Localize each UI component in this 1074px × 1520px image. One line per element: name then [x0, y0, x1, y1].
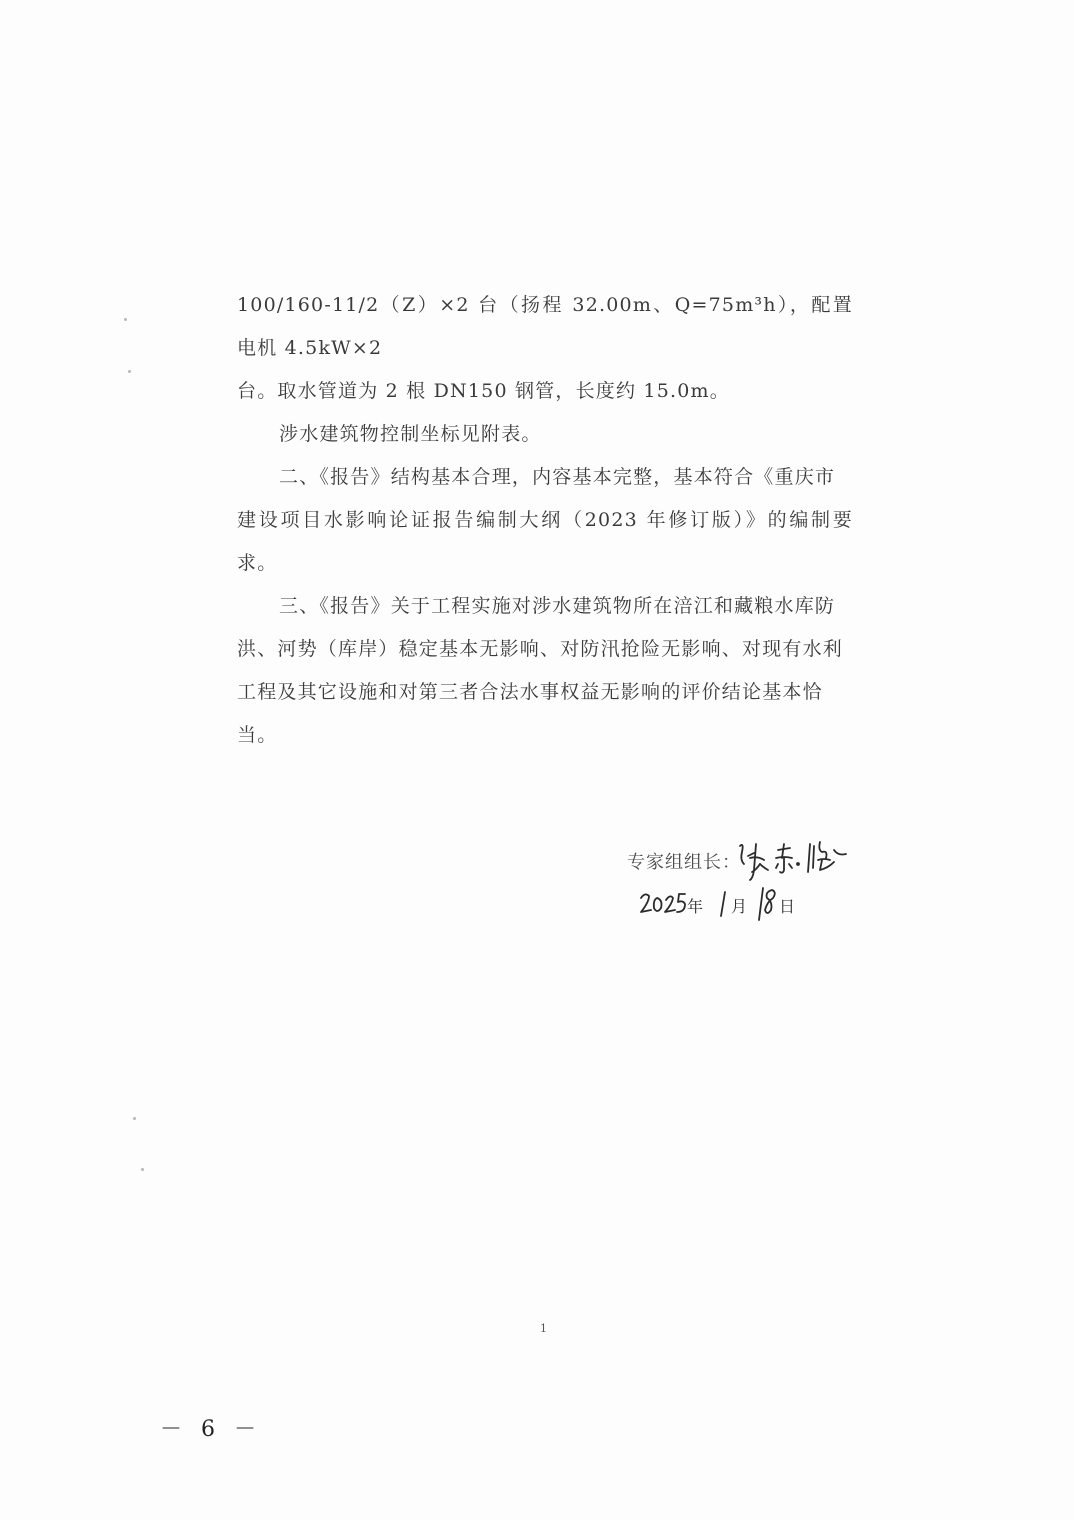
- scan-speck: [128, 370, 131, 373]
- text-line: 建设项目水影响论证报告编制大纲（2023 年修订版）》的编制要求。: [237, 509, 853, 574]
- svg-text:日: 日: [779, 897, 796, 916]
- text-line: 三、《报告》关于工程实施对涉水建筑物所在涪江和藏粮水库防: [279, 595, 836, 617]
- text-line: 当。: [237, 724, 278, 746]
- scan-speck: [141, 1168, 144, 1171]
- svg-text:月: 月: [731, 897, 748, 916]
- paragraph-pump-spec: [237, 284, 853, 413]
- report-body: [237, 284, 853, 757]
- text-line: 二、《报告》结构基本合理，内容基本完整，基本符合《重庆市: [279, 466, 836, 488]
- text-line: 涉水建筑物控制坐标见附表。: [279, 423, 542, 445]
- paragraph-point-three: [237, 585, 853, 757]
- text-line: 洪、河势（库岸）稳定基本无影响、对防汛抢险无影响、对现有水利: [237, 638, 844, 660]
- signature-label: 专家组组长：: [627, 852, 741, 873]
- handwritten-date: [639, 884, 814, 926]
- mini-page-number: 1: [540, 1322, 547, 1335]
- scan-speck: [124, 318, 127, 321]
- scan-speck: [133, 1117, 136, 1120]
- text-line: 工程及其它设施和对第三者合法水事权益无影响的评价结论基本恰: [237, 681, 823, 703]
- handwritten-signature: [734, 836, 864, 884]
- signature-block: [627, 836, 867, 936]
- paragraph-point-two: [237, 456, 853, 585]
- svg-text:年: 年: [687, 897, 704, 916]
- page-number: － 6 －: [160, 1417, 262, 1442]
- paragraph-coordinates: [237, 413, 853, 456]
- text-line: 台。取水管道为 2 根 DN150 钢管，长度约 15.0m。: [237, 380, 730, 402]
- text-line: 100/160-11/2（Z）×2 台（扬程 32.00m、Q=75m³h），配置电机 4.5kW×2: [237, 294, 853, 359]
